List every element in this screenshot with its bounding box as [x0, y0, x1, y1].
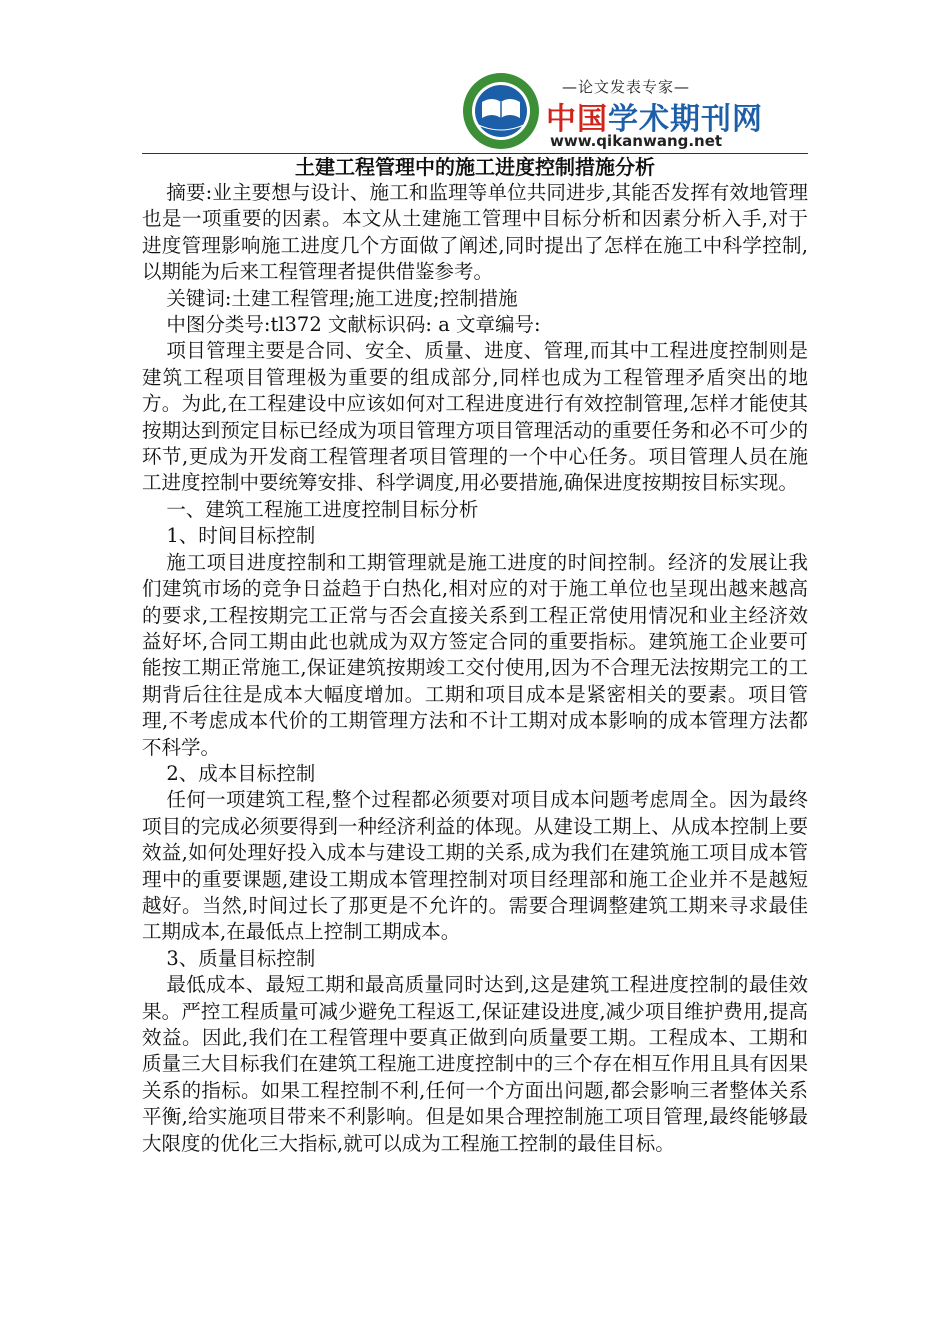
classification-line: 中图分类号:tl372 文献标识码: a 文章编号:	[166, 313, 541, 337]
cost-control-paragraph: 任何一项建筑工程,整个过程都必须要对项目成本问题考虑周全。因为最终项目的完成必须要得到一种经济利益的体现。从建设工期上、从成本控制上要效益,如何处理好投入成本与建设工期的关系,成为我们在建筑施工项目成本管理中的重要课题,建设工期成本管理控制对项目经理部和施工企业并不是越短越好。当然,时间过长了那更是不允许的。需要合理调整建筑工期来寻求最佳工期成本,在最低点上控制工期成本。	[142, 788, 808, 944]
site-logo	[462, 72, 763, 154]
logo-site-name: 中国学术期刊网	[546, 102, 763, 137]
subsection-heading-time: 1、时间目标控制	[166, 524, 316, 548]
quality-control-paragraph: 最低成本、最短工期和最高质量同时达到,这是建筑工程进度控制的最佳效果。严控工程质量可减少避免工程返工,保证建设进度,减少项目维护费用,提高效益。因此,我们在工程管理中要真正做到向质量要工期。工程成本、工期和质量三大目标我们在建筑工程施工进度控制中的三个存在相互作用且具有因果关系的指标。如果工程控制不利,任何一个方面出问题,都会影响三者整体关系平衡,给实施项目带来不利影响。但是如果合理控制施工项目管理,最终能够最大限度的优化三大指标,就可以成为工程施工控制的最佳目标。	[142, 973, 808, 1155]
qikanwang-emblem-icon	[462, 72, 540, 150]
article-title: 土建工程管理中的施工进度控制措施分析	[295, 155, 655, 179]
keywords-line: 关键词:土建工程管理;施工进度;控制措施	[166, 286, 518, 310]
subsection-heading-quality: 3、质量目标控制	[166, 946, 316, 970]
subsection-heading-cost: 2、成本目标控制	[166, 761, 316, 785]
intro-paragraph: 项目管理主要是合同、安全、质量、进度、管理,而其中工程进度控制则是建筑工程项目管理极为重要的组成部分,同样也成为工程管理矛盾突出的地方。为此,在工程建设中应该如何对工程进度进行有效控制管理,怎样才能使其按期达到预定目标已经成为项目管理方项目管理活动的重要任务和必不可少的环节,更成为开发商工程管理者项目管理的一个中心任务。项目管理人员在施工进度控制中要统筹安排、科学调度,用必要措施,确保进度按期按目标实现。	[142, 339, 808, 495]
logo-tagline: —论文发表专家—	[562, 78, 691, 96]
abstract-paragraph: 摘要:业主要想与设计、施工和监理等单位共同进步,其能否发挥有效地管理也是一项重要的因素。本文从土建施工管理中目标分析和因素分析入手,对于进度管理影响施工进度几个方面做了阐述,同时提出了怎样在施工中科学控制,以期能为后来工程管理者提供借鉴参考。	[142, 181, 808, 284]
article-body	[142, 154, 808, 1157]
section-heading-1: 一、建筑工程施工进度控制目标分析	[166, 497, 479, 521]
logo-site-url: www.qikanwang.net	[550, 132, 723, 150]
time-control-paragraph: 施工项目进度控制和工期管理就是施工进度的时间控制。经济的发展让我们建筑市场的竞争日益趋于白热化,相对应的对于施工单位也呈现出越来越高的要求,工程按期完工正常与否会直接关系到工程正常使用情况和业主经济效益好坏,合同工期由此也就成为双方签定合同的重要指标。建筑施工企业要可能按工期正常施工,保证建筑按期竣工交付使用,因为不合理无法按期完工的工期背后往往是成本大幅度增加。工期和项目成本是紧密相关的要素。项目管理,不考虑成本代价的工期管理方法和不计工期对成本影响的成本管理方法都不科学。	[142, 550, 808, 759]
